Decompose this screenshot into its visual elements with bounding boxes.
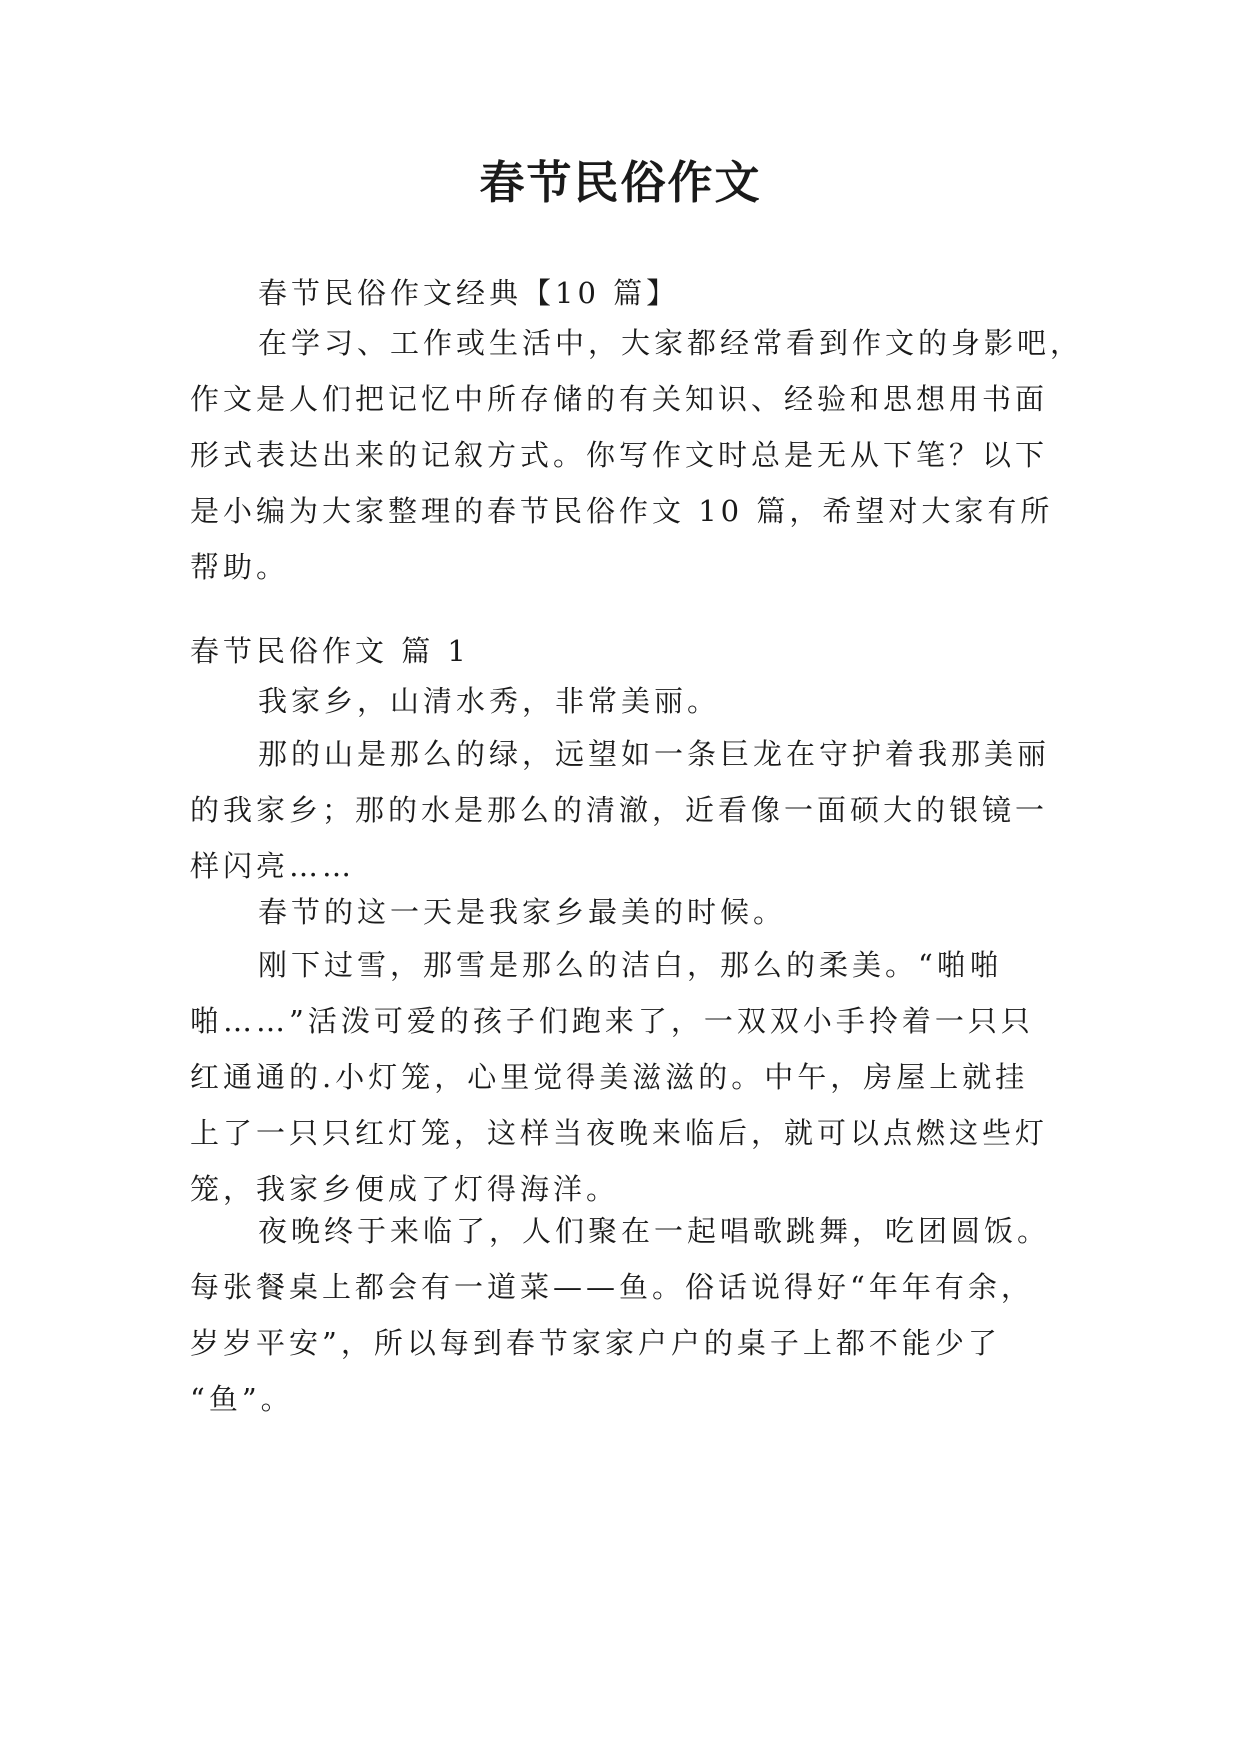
- intro-paragraph: [190, 315, 1084, 595]
- document-title: 春节民俗作文: [479, 156, 762, 209]
- intro-line: 形式表达出来的记叙方式。你写作文时总是无从下笔？以下: [190, 438, 1049, 472]
- body-line: 上了一只只红灯笼，这样当夜晚来临后，就可以点燃这些灯: [190, 1116, 1049, 1150]
- section-heading: [190, 623, 1060, 679]
- intro-line: 作文是人们把记忆中所存储的有关知识、经验和思想用书面: [190, 382, 1049, 416]
- body-line: 啪……”活泼可爱的孩子们跑来了，一双双小手拎着一只只: [190, 1004, 1034, 1038]
- body-paragraph-2: [190, 726, 1060, 894]
- intro-line: 在学习、工作或生活中，大家都经常看到作文的身影吧，: [258, 326, 1084, 360]
- body-line: 每张餐桌上都会有一道菜——鱼。俗话说得好“年年有余，: [190, 1270, 1034, 1304]
- body-line: “鱼”。: [190, 1382, 294, 1416]
- body-line: 红通通的.小灯笼，心里觉得美滋滋的。中午，房屋上就挂: [190, 1060, 1029, 1094]
- body-paragraph-1: [190, 673, 1060, 729]
- body-line: 夜晚终于来临了，人们聚在一起唱歌跳舞，吃团圆饭。: [258, 1214, 1051, 1248]
- body-line: 春节的这一天是我家乡最美的时候。: [258, 895, 787, 929]
- section-heading-text: 春节民俗作文 篇 1: [190, 634, 470, 668]
- body-line: 刚下过雪，那雪是那么的洁白，那么的柔美。“啪啪: [258, 948, 1003, 982]
- body-line: 样闪亮……: [190, 849, 356, 883]
- body-line: 的我家乡；那的水是那么的清澈，近看像一面硕大的银镜一: [190, 793, 1049, 827]
- intro-line: 是小编为大家整理的春节民俗作文 10 篇，希望对大家有所: [190, 494, 1054, 528]
- body-line: 岁岁平安”，所以每到春节家家户户的桌子上都不能少了: [190, 1326, 1001, 1360]
- intro-line: 帮助。: [190, 550, 290, 584]
- subtitle-text: 春节民俗作文经典【10 篇】: [258, 276, 680, 310]
- body-paragraph-3: [190, 884, 1060, 940]
- body-line: 那的山是那么的绿，远望如一条巨龙在守护着我那美丽: [258, 737, 1051, 771]
- body-paragraph-5: [190, 1203, 1060, 1427]
- body-paragraph-4: [190, 937, 1060, 1217]
- body-line: 我家乡，山清水秀，非常美丽。: [258, 684, 721, 718]
- subtitle-paragraph: [190, 265, 1060, 321]
- body-line: 笼，我家乡便成了灯得海洋。: [190, 1172, 620, 1206]
